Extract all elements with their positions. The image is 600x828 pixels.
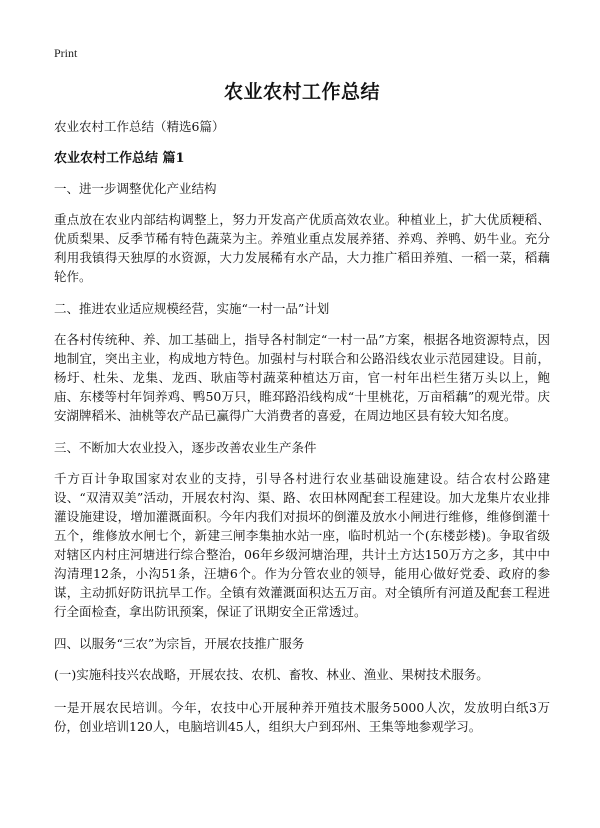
- heading-1: 一、进一步调整优化产业结构: [54, 181, 217, 196]
- paragraph-4: (一)实施科技兴农战略，开展农技、农机、畜牧、林业、渔业、果树技术服务。: [54, 667, 489, 682]
- section-title: 农业农村工作总结 篇1: [54, 151, 185, 166]
- paragraph-1: 重点放在农业内部结构调整上，努力开发高产优质高效农业。种植业上，扩大优质粳稻、优质梨果、反季节稀有特色蔬菜为主。养殖业重点发展养猪、养鸡、养鸭、奶牛业。充分利用我镇得天独厚的水资源，大力发展稀有水产品，大力推广稻田养殖、一稻一菜，稻藕轮作。: [54, 212, 550, 284]
- document-title: 农业农村工作总结: [223, 81, 380, 103]
- document-body: [54, 80, 550, 750]
- document-subtitle: 农业农村工作总结（精选6篇）: [54, 119, 225, 134]
- print-link[interactable]: Print: [54, 46, 78, 60]
- heading-2: 二、推进农业适应规模经营，实施“一村一品”计划: [54, 301, 330, 316]
- paragraph-5: 一是开展农民培训。今年，农技中心开展种养开殖技术服务5000人次，发放明白纸3万份，创业培训120人，电脑培训45人，组织大户到邳州、王集等地参观学习。: [54, 700, 550, 734]
- heading-3: 三、不断加大农业投入，逐步改善农业生产条件: [54, 440, 317, 455]
- paragraph-2: 在各村传统种、养、加工基础上，指导各村制定“一村一品”方案，根据各地资源特点，因地制宜，突出主业，构成地方特色。加强村与村联合和公路沿线农业示范园建设。目前，杨圩、杜朱、龙集、龙西、耿庙等村蔬菜种植达万亩，官一村年出栏生猪万头以上，鲍庙、东楼等村年饲养鸡、鸭50万只，睢邳路沿线构成“十里桃花，万亩稻藕”的观光带。庆安湖牌稻米、油桃等农产品已赢得广大消费者的喜爱，在周边地区县有较大知名度。: [54, 332, 550, 423]
- paragraph-3: 千方百计争取国家对农业的支持，引导各村进行农业基础设施建设。结合农村公路建设、“双清双美”活动，开展农村沟、渠、路、农田林网配套工程建设。加大龙集片农业排灌设施建设，增加灌溉面积。今年内我们对损坏的倒灌及放水小闸进行维修，维修倒灌十五个，维修放水闸七个，新建三闸李集抽水站一座，临时机站一个(东楼彭楼)。争取省级对辖区内村庄河塘进行综合整治，06年乡级河塘治理，共计土方达150万方之多，其中中沟清理12条，小沟51条，汪塘6个。作为分管农业的领导，能用心做好党委、政府的参谋，主动抓好防讯抗旱工作。全镇有效灌溉面积达五万亩。对全镇所有河道及配套工程进行全面检查，拿出防讯预案，保证了讯期安全正常透过。: [54, 471, 550, 619]
- heading-4: 四、以服务“三农”为宗旨，开展农技推广服务: [54, 636, 305, 651]
